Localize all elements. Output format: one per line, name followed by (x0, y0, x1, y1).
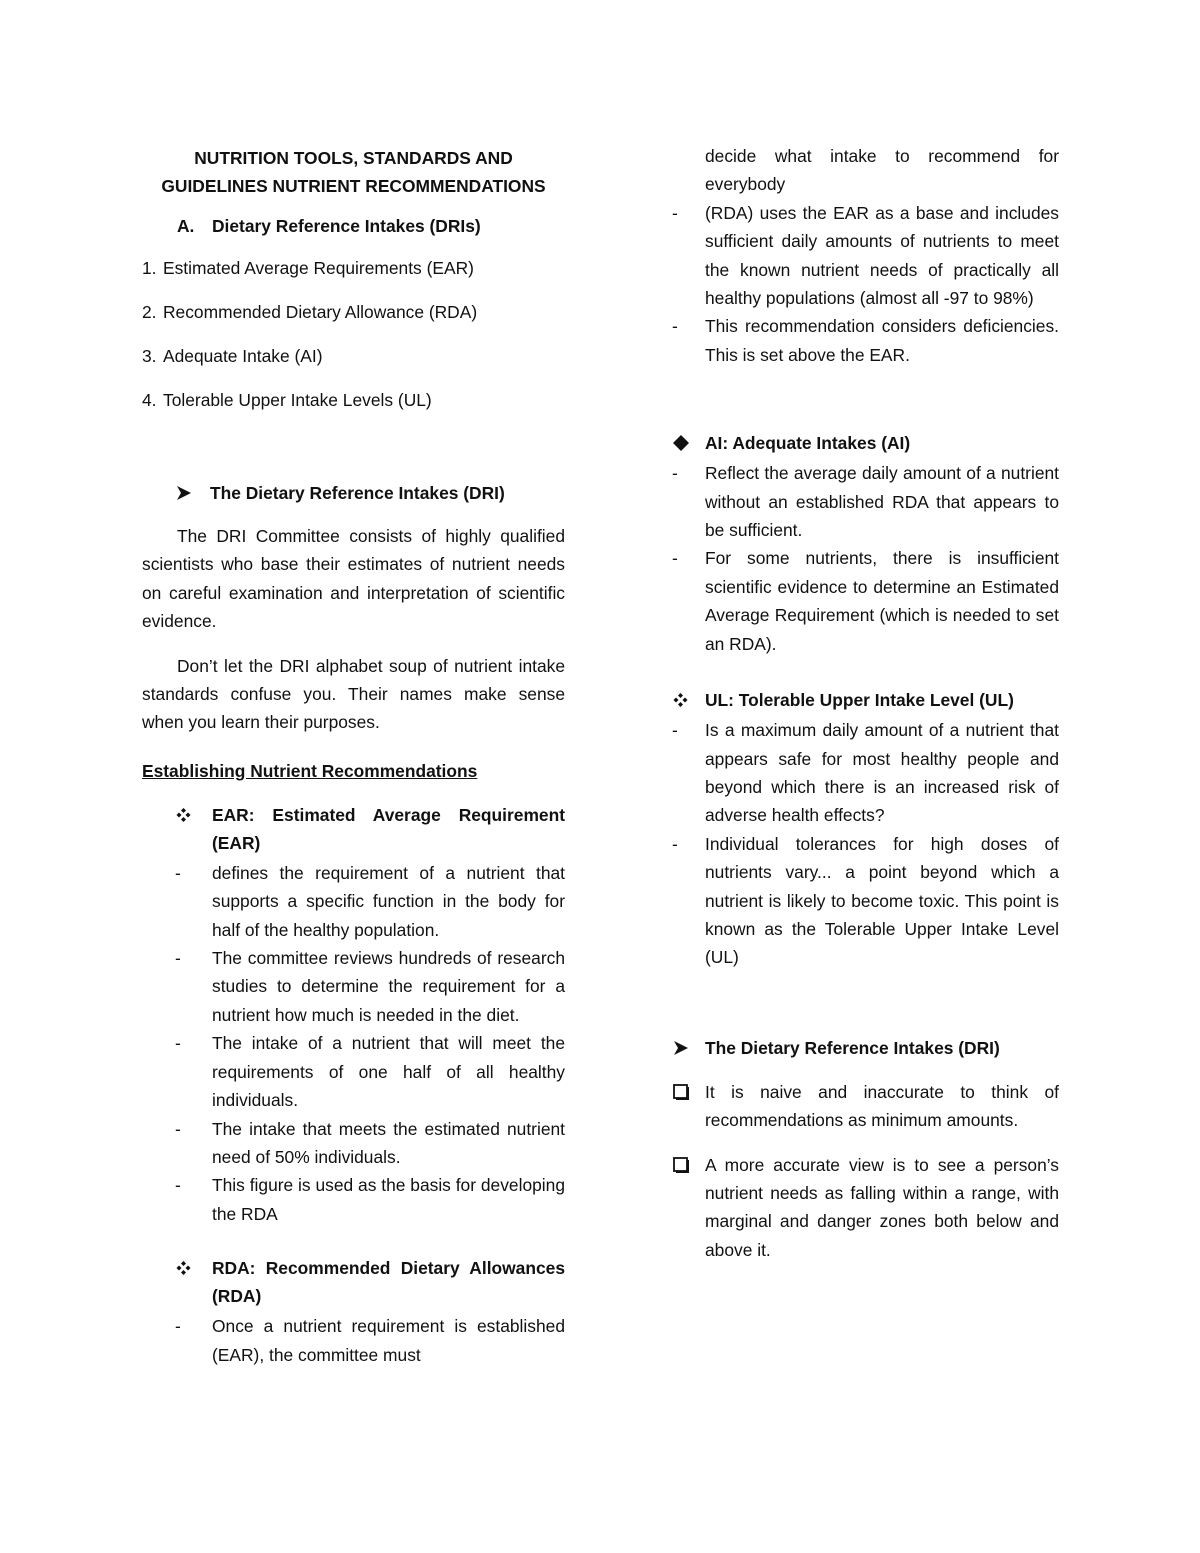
list-item-text: Individual tolerances for high doses of nutrients vary... a point beyond which a nutrient is likely to become toxic. This point is known as the Tolerable Upper Intake Level (UL) (705, 833, 1059, 968)
ul-list (672, 716, 1059, 972)
list-item-text: Is a maximum daily amount of a nutrient that appears safe for most healthy people and beyond which there is an increased risk of adverse health effects? (705, 720, 1059, 826)
dash-bullet: - (175, 1118, 181, 1139)
item-text: Estimated Average Requirements (EAR) (163, 258, 474, 278)
four-diamond-icon (175, 801, 212, 857)
item-number: 3. (142, 346, 157, 366)
list-item-text: The intake of a nutrient that will meet the requirements of one half of all healthy individuals. (212, 1033, 565, 1111)
list-item-text: For some nutrients, there is insufficient scientific evidence to determine an Estimated Average Requirement (which is needed to set an RDA). (705, 548, 1059, 654)
numbered-item (142, 342, 565, 370)
list-item (142, 1171, 565, 1228)
item-number: 4. (142, 390, 157, 410)
ai-heading-text: AI: Adequate Intakes (AI) (705, 433, 911, 454)
ear-list (142, 859, 565, 1228)
list-item (672, 312, 1059, 369)
numbered-item (142, 298, 565, 326)
box-item-text: It is naive and inaccurate to think of recommendations as minimum amounts. (705, 1081, 1059, 1131)
dash-bullet: - (672, 202, 678, 223)
item-text: Adequate Intake (AI) (163, 346, 323, 366)
list-item (142, 1312, 565, 1369)
square-checkbox-icon (672, 1151, 705, 1265)
rda-list-continued (672, 142, 1059, 369)
dri-heading-left (142, 479, 565, 507)
list-item (142, 1029, 565, 1114)
arrowhead-icon (672, 1040, 705, 1056)
list-item (672, 459, 1059, 544)
item-text: Tolerable Upper Intake Levels (UL) (163, 390, 432, 410)
ul-heading (672, 686, 1059, 714)
list-item (672, 544, 1059, 658)
ear-heading-text: EAR: Estimated Average Requirement (EAR) (212, 804, 565, 853)
list-item-text: The committee reviews hundreds of research studies to determine the requirement for a nutrient how much is needed in the diet. (212, 948, 565, 1025)
right-column (672, 140, 1059, 1280)
dash-bullet: - (672, 720, 678, 741)
dash-bullet: - (175, 1033, 181, 1054)
four-diamond-icon (175, 1254, 212, 1310)
list-item-text: (RDA) uses the EAR as a base and includes sufficient daily amounts of nutrients to meet the known nutrient needs of practically all healthy populations (almost all -97 to 98%) (705, 202, 1059, 309)
four-diamond-icon (672, 686, 705, 714)
section-a-letter: A. (177, 216, 195, 236)
dash-bullet: - (175, 1175, 181, 1196)
dash-bullet: - (672, 833, 678, 854)
list-item (672, 199, 1059, 313)
paragraph-dri-committee: The DRI Committee consists of highly qualified scientists who base their estimates of nutrient needs on careful examination and interpretation of scientific evidence. (142, 526, 565, 632)
dash-bullet: - (672, 463, 678, 484)
title-line-1: NUTRITION TOOLS, STANDARDS AND (194, 148, 513, 168)
numbered-item (142, 386, 565, 414)
dri-heading-right (672, 1034, 1059, 1062)
square-checkbox-icon (672, 1078, 705, 1135)
rda-heading-text: RDA: Recommended Dietary Allowances (RDA) (212, 1258, 565, 1307)
box-item-text: A more accurate view is to see a person’s nutrient needs as falling within a range, with marginal and danger zones both below and above it. (705, 1154, 1059, 1260)
list-item-text: Once a nutrient requirement is established (EAR), the committee must (212, 1316, 565, 1365)
item-number: 1. (142, 258, 157, 278)
list-item (672, 830, 1059, 972)
list-item (142, 1115, 565, 1172)
title-line-2: GUIDELINES NUTRIENT RECOMMENDATIONS (161, 176, 546, 196)
item-text: Recommended Dietary Allowance (RDA) (163, 302, 478, 322)
document-title (142, 144, 565, 200)
left-column (142, 140, 565, 1369)
rda-list (142, 1312, 565, 1369)
item-number: 2. (142, 302, 157, 322)
section-a-heading (142, 212, 565, 240)
establishing-heading: Establishing Nutrient Recommendations (142, 760, 478, 781)
ai-heading (672, 429, 1059, 457)
dash-bullet: - (175, 1316, 181, 1337)
list-item (672, 716, 1059, 830)
dash-bullet: - (175, 948, 181, 969)
box-item (672, 1078, 1059, 1135)
list-item (672, 142, 1059, 199)
dri-heading-text: The Dietary Reference Intakes (DRI) (705, 1037, 1000, 1058)
ai-list (672, 459, 1059, 658)
section-a-title: Dietary Reference Intakes (DRIs) (212, 216, 481, 236)
ear-heading (142, 801, 565, 857)
arrowhead-icon (175, 485, 210, 501)
list-item-text: This recommendation considers deficiencies. This is set above the EAR. (705, 316, 1059, 365)
dash-bullet: - (175, 862, 181, 883)
list-item (142, 859, 565, 944)
list-item (142, 944, 565, 1029)
list-item-text: This figure is used as the basis for developing the RDA (212, 1175, 565, 1224)
dri-heading-text: The Dietary Reference Intakes (DRI) (210, 483, 505, 503)
box-item (672, 1151, 1059, 1265)
list-item-text: The intake that meets the estimated nutrient need of 50% individuals. (212, 1118, 565, 1167)
continuation-spacer (672, 142, 705, 199)
list-item-text: defines the requirement of a nutrient that supports a specific function in the body for half of the healthy population. (212, 862, 565, 940)
list-item-text: decide what intake to recommend for everybody (705, 146, 1059, 195)
ul-heading-text: UL: Tolerable Upper Intake Level (UL) (705, 690, 1014, 711)
dash-bullet: - (672, 316, 678, 337)
numbered-item (142, 254, 565, 282)
rda-heading (142, 1254, 565, 1310)
paragraph-alphabet-soup: Don’t let the DRI alphabet soup of nutrient intake standards confuse you. Their names make sense when you learn their purposes. (142, 655, 565, 733)
diamond-icon (672, 429, 705, 457)
list-item-text: Reflect the average daily amount of a nutrient without an established RDA that appears to be sufficient. (705, 463, 1059, 541)
dash-bullet: - (672, 548, 678, 569)
